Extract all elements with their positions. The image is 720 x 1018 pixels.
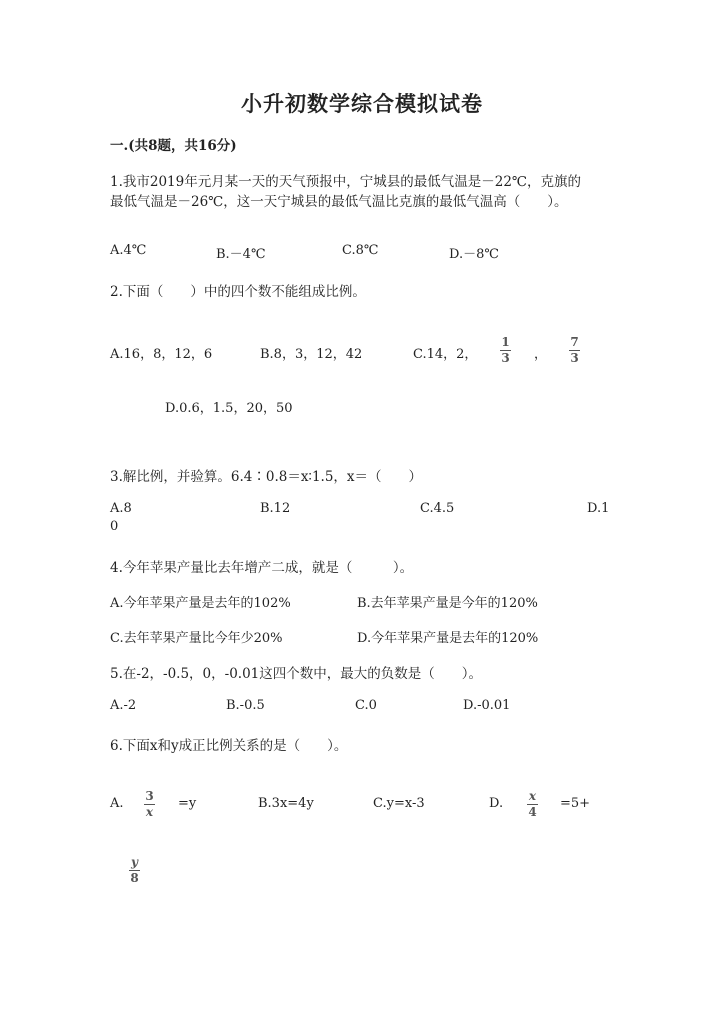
section-heading: 一.(共8题，共16分) [110,138,237,154]
q4-option-c[interactable]: C.去年苹果产量比今年少20% [110,631,283,646]
q6-option-d-fraction: x 4 [528,789,537,819]
page-title: 小升初数学综合模拟试卷 [241,91,483,116]
q2-fraction-seven-thirds: 7 3 [570,335,579,365]
q4-text: 4.今年苹果产量比去年增产二成，就是（ ）。 [110,560,414,576]
q5-option-d[interactable]: D.-0.01 [463,698,511,713]
q2-text: 2.下面（ ）中的四个数不能组成比例。 [110,284,366,300]
q6-option-a[interactable]: A. [110,796,124,811]
q6-text: 6.下面x和y成正比例关系的是（ ）。 [110,738,348,754]
q6-option-b[interactable]: B.3x=4y [258,796,314,811]
q1-option-d[interactable]: D.－8℃ [449,247,499,262]
q1-option-b[interactable]: B.－4℃ [216,247,266,262]
q5-option-a[interactable]: A.-2 [110,698,137,713]
q2-option-b[interactable]: B.8，3，12，42 [260,347,363,362]
q2-option-a[interactable]: A.16，8，12，6 [110,347,213,362]
q3-option-c[interactable]: C.4.5 [420,501,455,516]
q4-option-b[interactable]: B.去年苹果产量是今年的120% [357,596,538,611]
q3-option-d-wrap: 0 [110,519,119,534]
q1-option-a[interactable]: A.4℃ [110,243,147,258]
q6-option-a-tail: =y [178,796,197,811]
q1-option-c[interactable]: C.8℃ [342,243,379,258]
q1-text-line1: 1.我市2019年元月某一天的天气预报中，宁城县的最低气温是－22℃，克旗的 [110,174,582,190]
q6-option-d-tail: =5+ [560,796,591,811]
q3-option-a[interactable]: A.8 [110,501,132,516]
q3-text: 3.解比例，并验算。6.4∶0.8＝x∶1.5，x＝（ ） [110,469,423,485]
q6-option-a-fraction: 3 x [145,789,154,819]
q4-option-a[interactable]: A.今年苹果产量是去年的102% [110,596,291,611]
q2-fraction-one-third: 1 3 [501,335,510,365]
q3-option-d[interactable]: D.1 [587,501,610,516]
q3-option-b[interactable]: B.12 [260,501,291,516]
q6-option-c[interactable]: C.y=x-3 [373,796,425,811]
q1-text-line2: 最低气温是－26℃，这一天宁城县的最低气温比克旗的最低气温高（ ）。 [110,194,568,210]
q6-option-d-fraction-2: y 8 [130,855,139,885]
q2-option-c[interactable]: C.14，2， [413,347,478,362]
q5-text: 5.在-2，-0.5，0，-0.01这四个数中，最大的负数是（ ）。 [110,666,483,682]
q5-option-b[interactable]: B.-0.5 [226,698,265,713]
q6-option-d[interactable]: D. [489,796,504,811]
q4-option-d[interactable]: D.今年苹果产量是去年的120% [357,631,539,646]
q5-option-c[interactable]: C.0 [355,698,377,713]
q2-option-d[interactable]: D.0.6，1.5，20，50 [165,401,293,416]
q2-option-c-separator: ， [534,347,548,362]
